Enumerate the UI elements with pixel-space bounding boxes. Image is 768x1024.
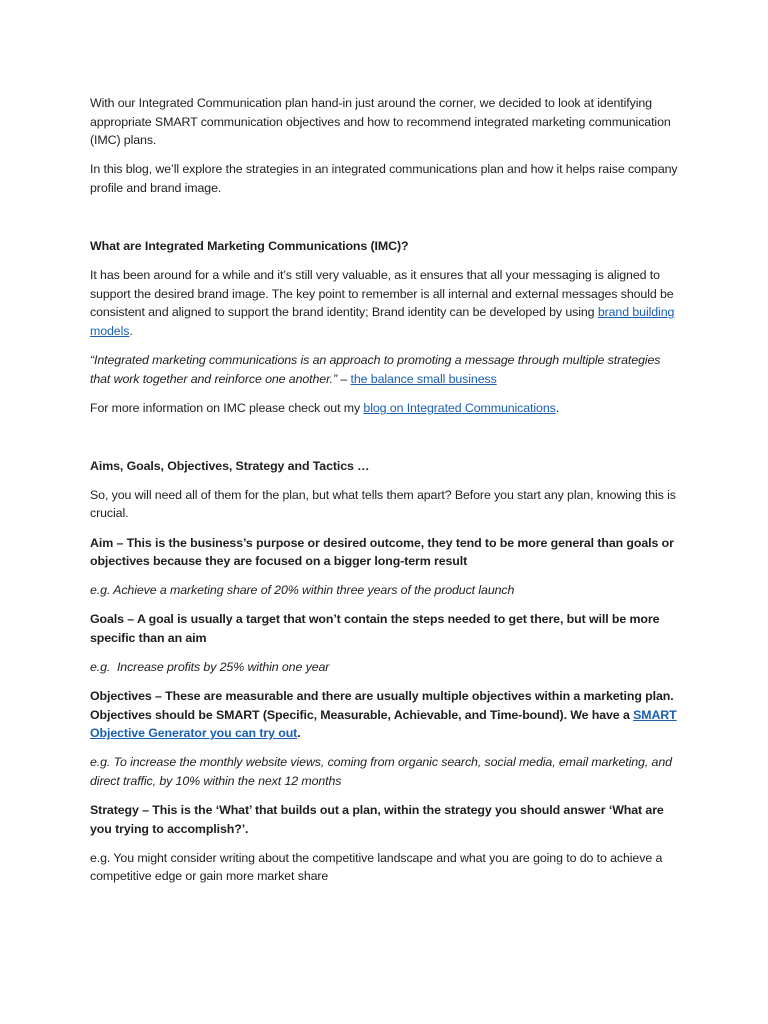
imc-paragraph xyxy=(90,266,682,340)
section-spacer xyxy=(90,428,682,457)
imc-paragraph-text: It has been around for a while and it’s still very valuable, as it ensures that all your messaging is aligned to support the desired brand image. The key point to remember is all internal and external messages should be consistent and aligned to support the brand identity; Brand identity can be developed by using xyxy=(90,268,674,320)
objectives-definition-text: Objectives – These are measurable and there are usually multiple objectives within a marketing plan. Objectives should be SMART (Specific, Measurable, Achievable, and Time-bound). We have a xyxy=(90,689,674,722)
imc-more-info xyxy=(90,399,682,418)
imc-more-end: . xyxy=(555,400,560,415)
balance-small-business-link[interactable]: the balance small business xyxy=(350,371,497,386)
intro-paragraph-2: In this blog, we’ll explore the strategies in an integrated communications plan and how it helps raise company profile and brand image. xyxy=(90,162,678,195)
imc-quote-dash: – xyxy=(337,371,351,386)
strategy-example: e.g. You might consider writing about the competitive landscape and what you are going to do to achieve a competitive edge or gain more market share xyxy=(90,850,663,884)
aims-intro: So, you will need all of them for the plan, but what tells them apart? Before you start any plan, knowing this is crucial. xyxy=(90,487,676,521)
imc-paragraph-end: . xyxy=(129,323,133,338)
brand-building-models-link[interactable]: brand building models xyxy=(90,305,675,338)
objectives-example: e.g. To increase the monthly website views, coming from organic search, social media, email marketing, and direct traffic, by 10% within the next 12 months xyxy=(90,755,672,788)
smart-objective-generator-link[interactable]: SMART Objective Generator you can try out xyxy=(90,707,677,741)
aims-heading: Aims, Goals, Objectives, Strategy and Tactics … xyxy=(90,458,370,473)
section-spacer xyxy=(90,208,682,237)
objectives-definition-end: . xyxy=(297,726,301,741)
goals-example: e.g. Increase profits by 25% within one year xyxy=(90,659,330,674)
imc-quote-text: “Integrated marketing communications is an approach to promoting a message through multiple strategies that work together and reinforce one another.” xyxy=(90,352,661,386)
imc-heading: What are Integrated Marketing Communications (IMC)? xyxy=(90,238,409,253)
objectives-definition xyxy=(90,687,682,743)
intro-paragraph-1: With our Integrated Communication plan hand-in just around the corner, we decided to look at identifying appropriate SMART communication objectives and how to recommend integrated marketing communication (IMC) plans. xyxy=(90,96,671,148)
strategy-definition: Strategy – This is the ‘What’ that builds out a plan, within the strategy you should answer ‘What are you trying to accomplish?’. xyxy=(90,803,664,836)
aim-definition: Aim – This is the business’s purpose or desired outcome, they tend to be more general than goals or objectives because they are focused on a bigger long-term result xyxy=(90,535,674,569)
goals-definition: Goals – A goal is usually a target that won’t contain the steps needed to get there, but will be more specific than an aim xyxy=(90,612,660,645)
imc-quote xyxy=(90,351,682,388)
integrated-communications-blog-link[interactable]: blog on Integrated Communications xyxy=(363,400,556,415)
imc-more-text: For more information on IMC please check out my xyxy=(90,400,364,415)
aim-example: e.g. Achieve a marketing share of 20% within three years of the product launch xyxy=(90,583,515,598)
